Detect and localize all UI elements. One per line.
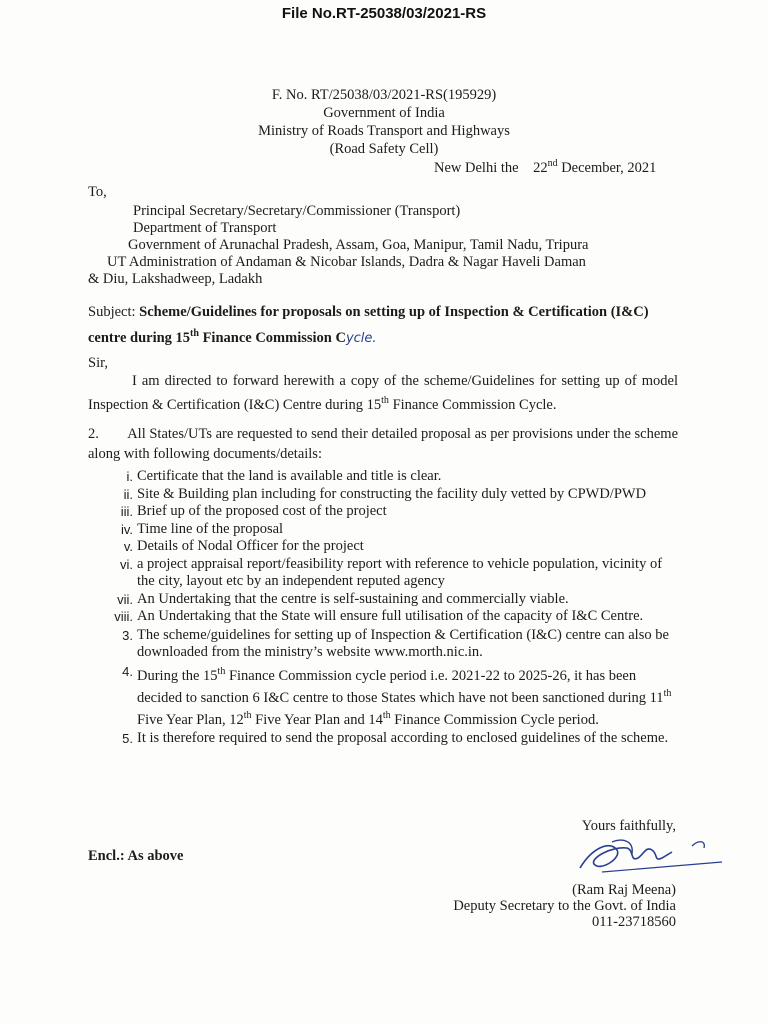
list-item-text: Certificate that the land is available and title is clear. (137, 468, 442, 484)
list-item (108, 608, 678, 626)
list-item-text (137, 663, 678, 730)
signatory-name: (Ram Raj Meena) (572, 882, 676, 898)
list-item-number: vi. (120, 556, 133, 572)
point4-sup-a: th (217, 665, 226, 677)
paragraph-1 (88, 371, 678, 415)
list-item (108, 486, 678, 504)
to-salutation: To, (88, 184, 107, 200)
ministry-line: Ministry of Roads Transport and Highways (258, 123, 510, 139)
list-item (108, 627, 678, 662)
date-suffix: nd (547, 158, 558, 169)
list-item-text: An Undertaking that the centre is self-sustaining and commercially viable. (137, 590, 569, 607)
government-line: Government of India (323, 105, 445, 121)
list-item (108, 468, 678, 486)
list-item-text: a project appraisal report/feasibility report with reference to vehicle population, vicinity of the city, layout etc by an independent reputed agency (137, 555, 663, 589)
list-item-text: Brief up of the proposed cost of the project (137, 503, 387, 519)
paragraph-1-text-a: I am directed to forward herewith a copy of the scheme/Guidelines for setting up of model Inspection & Certification (I&C) Centre during 15 (88, 373, 678, 413)
addressee-line-1: Principal Secretary/Secretary/Commissioner (Transport) (133, 203, 461, 219)
date-place: New Delhi the (434, 159, 519, 176)
list-item-text: Site & Building plan including for constructing the facility duly vetted by CPWD/PWD (137, 485, 647, 502)
date-day: 22 (533, 159, 548, 176)
list-item-number: 5. (122, 731, 133, 747)
point4-sup-d: th (382, 710, 391, 722)
requirements-list (108, 468, 678, 748)
list-item-number: iv. (120, 521, 133, 537)
paragraph-1-sup: th (381, 395, 389, 406)
signature-image (572, 828, 732, 888)
list-item-number: iii. (120, 504, 133, 519)
list-item-number: viii. (114, 609, 133, 624)
signatory-designation: Deputy Secretary to the Govt. of India (453, 898, 676, 914)
enclosure-note: Encl.: As above (88, 848, 184, 864)
list-item (108, 521, 678, 539)
list-item-text: It is therefore required to send the proposal according to enclosed guidelines of the scheme. (137, 730, 669, 747)
subject-text-2: Finance Commission C (202, 329, 346, 346)
list-item-text: Details of Nodal Officer for the project (137, 538, 364, 554)
signatory-phone: 011-23718560 (591, 914, 676, 930)
addressee-line-4: UT Administration of Andaman & Nicobar Islands, Dadra & Nagar Haveli Daman (107, 254, 586, 270)
paragraph-1-text-b: Finance Commission Cycle. (392, 396, 557, 413)
subject-line (88, 301, 678, 350)
list-item-number: i. (126, 469, 133, 484)
subject-label: Subject: (88, 304, 136, 320)
date-rest: December, 2021 (561, 159, 657, 176)
list-item-number: 3. (122, 627, 133, 643)
cell-line: (Road Safety Cell) (329, 141, 439, 157)
list-item-number: 4. (122, 663, 133, 679)
subject-sup: th (190, 328, 199, 339)
list-item (108, 730, 678, 748)
list-item (108, 538, 678, 556)
addressee-line-5: & Diu, Lakshadweep, Ladakh (88, 271, 263, 287)
list-item (108, 663, 678, 730)
letter-date (434, 158, 656, 177)
point4-text-d: Five Year Plan and 14 (255, 711, 383, 728)
list-item-number: vii. (117, 591, 133, 607)
list-item-text: An Undertaking that the State will ensure full utilisation of the capacity of I&C Centre. (137, 608, 644, 624)
point4-sup-b: th (663, 687, 672, 699)
closing-line: Yours faithfully, (581, 818, 676, 834)
subject-text-1: Scheme/Guidelines for proposals on setting up of Inspection & Certification (I&C) centre during 15 (88, 304, 649, 346)
subject-handwritten: ycle. (345, 330, 377, 346)
list-item (108, 556, 678, 591)
point4-text-a: During the 15 (137, 667, 218, 684)
list-item (108, 591, 678, 609)
paragraph-2 (88, 424, 678, 464)
point4-text-b: Finance Commission cycle period i.e. 2021-22 to 2025-26, it has been decided to sanction 6 I&C centre to those States which have not been sanctioned during 11 (137, 667, 664, 706)
list-item-number: v. (123, 539, 133, 554)
paragraph-2-text: All States/UTs are requested to send their detailed proposal as per provisions under the scheme along with following documents/details: (88, 426, 679, 462)
reference-number: F. No. RT/25038/03/2021-RS(195929) (271, 87, 497, 103)
list-item (108, 503, 678, 521)
point4-text-e: Finance Commission Cycle period. (394, 711, 599, 728)
paragraph-2-number: 2. (88, 426, 99, 442)
list-item-text: Time line of the proposal (137, 520, 284, 537)
point4-text-c: Five Year Plan, 12 (137, 711, 244, 728)
addressee-line-3: Government of Arunachal Pradesh, Assam, Goa, Manipur, Tamil Nadu, Tripura (128, 237, 589, 253)
point4-sup-c: th (243, 710, 252, 722)
list-item-text: The scheme/guidelines for setting up of Inspection & Certification (I&C) centre can also be downloaded from the ministry’s website www.morth.nic.in. (137, 626, 669, 660)
addressee-line-2: Department of Transport (133, 220, 277, 236)
list-item-number: ii. (123, 486, 133, 502)
greeting: Sir, (88, 355, 108, 371)
file-number: File No.RT-25038/03/2021-RS (281, 5, 487, 22)
